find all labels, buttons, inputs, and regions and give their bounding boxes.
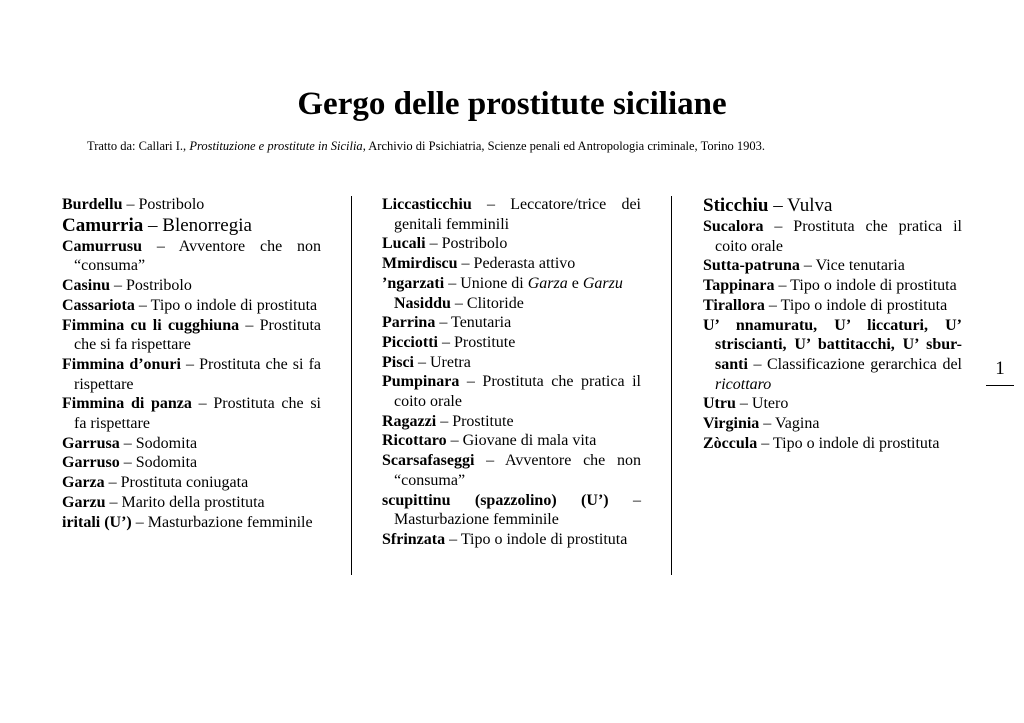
source-citation	[87, 138, 987, 154]
glossary-entry	[382, 333, 641, 353]
glossary-definition: – Clitoride	[450, 294, 524, 312]
glossary-entry	[382, 530, 641, 550]
glossary-entry	[62, 394, 321, 433]
glossary-entry	[62, 276, 321, 296]
source-suffix: , Archivio di Psichiatria, Scienze penali ed Antropologia criminale, Torino 1903.	[362, 139, 765, 153]
glossary-term: Mmirdiscu	[382, 255, 458, 273]
glossary-term: Fimmina d’onuri	[62, 355, 181, 373]
glossary-entry	[382, 294, 641, 314]
glossary-definition: – Prostituta che si fa rispettare	[74, 395, 321, 433]
glossary-entry	[382, 372, 641, 411]
glossary-entry	[62, 355, 321, 394]
glossary-entry	[382, 412, 641, 432]
glossary-definition: – Blenorregia	[143, 214, 252, 236]
glossary-term: Sutta-patruna	[703, 257, 800, 275]
page-title: Gergo delle prostitute siciliane	[297, 86, 727, 122]
glossary-entry	[703, 256, 962, 276]
glossary-definition: – Tipo o indole di prostituta	[134, 296, 318, 314]
page-number-rule	[986, 385, 1014, 386]
glossary-entry	[703, 217, 962, 256]
glossary-column-1	[62, 195, 321, 532]
glossary-term: Utru	[703, 395, 736, 413]
glossary-term: Garruso	[62, 454, 120, 472]
glossary-definition: – Avventore che non “consuma”	[394, 452, 641, 489]
glossary-definition: – Postribolo	[110, 277, 192, 295]
glossary-term: Sticchiu	[703, 195, 769, 216]
glossary-definition: – Postribolo	[122, 196, 205, 213]
glossary-entry	[382, 234, 641, 254]
glossary-term: Fimmina di panza	[62, 395, 192, 413]
glossary-entry	[703, 316, 962, 395]
glossary-term: Ragazzi	[382, 412, 437, 430]
glossary-term: Virginia	[703, 415, 760, 433]
glossary-entry	[62, 453, 321, 473]
glossary-definition: – Giovane di mala vita	[446, 432, 597, 450]
glossary-term: Tirallora	[703, 296, 765, 314]
glossary-entry	[382, 274, 641, 294]
glossary-term: Tappinara	[703, 277, 775, 295]
glossary-entry	[62, 215, 321, 237]
glossary-definition: – Classificazione gerarchica del	[747, 355, 962, 373]
glossary-definition: – Masturbazione femminile	[394, 491, 641, 529]
glossary-term: Ricottaro	[382, 432, 447, 450]
glossary-definition: – Leccatore/trice dei genitali femminili	[394, 196, 641, 233]
glossary-term: U’ nnamuratu, U’ liccaturi, U’ striscianti, U’ battitacchi, U’ sbur-santi	[703, 316, 962, 373]
glossary-definition: – Masturbazione femminile	[131, 513, 313, 531]
glossary-entry	[62, 316, 321, 355]
glossary-entry	[703, 296, 962, 316]
glossary-entry	[382, 431, 641, 451]
glossary-definition: – Avventore che non “consuma”	[74, 237, 321, 275]
glossary-term: Sucalora	[703, 218, 764, 235]
glossary-term: Lucali	[382, 235, 426, 253]
glossary-definition: – Tipo o indole di prostituta	[757, 434, 940, 452]
glossary-entry	[62, 434, 321, 454]
glossary-definition: – Vulva	[768, 195, 833, 216]
glossary-term: iritali (U’)	[62, 513, 132, 531]
glossary-definition-italic: Garzu	[582, 274, 623, 292]
glossary-entry	[382, 491, 641, 530]
glossary-definition: – Tipo o indole di prostituta	[774, 277, 957, 295]
glossary-term: Camurria	[62, 214, 144, 236]
glossary-term: Casinu	[62, 277, 111, 295]
glossary-definition: – Prostituta che si fa rispettare	[74, 316, 321, 354]
glossary-term: scupittinu (spazzolino) (U’)	[382, 491, 609, 509]
glossary-term: Burdellu	[62, 196, 123, 213]
glossary-definition: – Utero	[735, 395, 789, 413]
glossary-definition: – Tenutaria	[435, 314, 512, 332]
glossary-term: Garrusa	[62, 434, 120, 452]
glossary-definition: – Prostituta che pratica il coito orale	[394, 373, 641, 411]
glossary-definition: e	[567, 274, 583, 292]
glossary-term: ’ngarzati	[382, 274, 445, 292]
glossary-entry	[703, 195, 962, 217]
glossary-entry	[382, 313, 641, 333]
glossary-term: Cassariota	[62, 296, 135, 314]
glossary-definition-italic: Garza	[527, 274, 568, 292]
glossary-definition-italic: ricottaro	[715, 375, 772, 393]
glossary-definition: – Sodomita	[119, 434, 198, 452]
glossary-entry	[62, 493, 321, 513]
glossary-term: Parrina	[382, 314, 436, 332]
glossary-definition: – Pederasta attivo	[457, 255, 576, 273]
glossary-definition: – Uretra	[414, 353, 471, 371]
glossary-term: Zòccula	[703, 434, 758, 452]
glossary-term: Scarsafaseggi	[382, 452, 475, 470]
source-work-title: Prostituzione e prostitute in Sicilia	[189, 139, 363, 153]
glossary-column-2	[382, 195, 641, 550]
glossary-entry	[382, 451, 641, 490]
glossary-definition: – Prostituta che pratica il coito orale	[715, 218, 962, 255]
glossary-definition: – Vice tenutaria	[799, 257, 905, 275]
source-prefix: Tratto da: Callari I.,	[87, 139, 190, 153]
glossary-term: Liccasticchiu	[382, 196, 472, 213]
glossary-entry	[703, 394, 962, 414]
glossary-definition: – Sodomita	[119, 454, 198, 472]
glossary-definition: – Prostituta che si fa rispettare	[74, 355, 321, 393]
glossary-entry	[62, 296, 321, 316]
glossary-definition: – Marito della prostituta	[105, 493, 265, 511]
glossary-term: Fimmina cu li cugghiuna	[62, 316, 240, 334]
column-divider	[351, 196, 352, 575]
page-number: 1	[995, 358, 1005, 379]
glossary-term: Camurrusu	[62, 237, 143, 255]
glossary-definition: – Prostitute	[436, 412, 514, 430]
glossary-term: Garza	[62, 474, 105, 492]
glossary-term: Garzu	[62, 493, 106, 511]
glossary-entry	[382, 353, 641, 373]
glossary-entry	[703, 434, 962, 454]
glossary-term: Pumpinara	[382, 373, 460, 391]
glossary-definition: – Tipo o indole di prostituta	[764, 296, 948, 314]
glossary-entry	[62, 513, 321, 533]
glossary-definition: – Postribolo	[425, 235, 508, 253]
glossary-definition: – Prostituta coniugata	[104, 474, 249, 492]
glossary-term: Sfrinzata	[382, 530, 446, 548]
glossary-term: Pisci	[382, 353, 414, 371]
glossary-entry	[62, 195, 321, 215]
glossary-entry	[62, 473, 321, 493]
glossary-entry	[62, 237, 321, 276]
glossary-entry	[703, 276, 962, 296]
glossary-definition: – Unione di	[444, 274, 528, 292]
glossary-term: Nasiddu	[394, 294, 451, 312]
glossary-term: Picciotti	[382, 333, 438, 351]
glossary-definition: – Vagina	[759, 415, 820, 433]
glossary-definition: – Prostitute	[437, 333, 516, 351]
column-divider	[671, 196, 672, 575]
glossary-entry	[703, 414, 962, 434]
glossary-definition: – Tipo o indole di prostituta	[445, 530, 628, 548]
glossary-entry	[382, 195, 641, 234]
glossary-column-3	[703, 195, 962, 453]
glossary-entry	[382, 254, 641, 274]
